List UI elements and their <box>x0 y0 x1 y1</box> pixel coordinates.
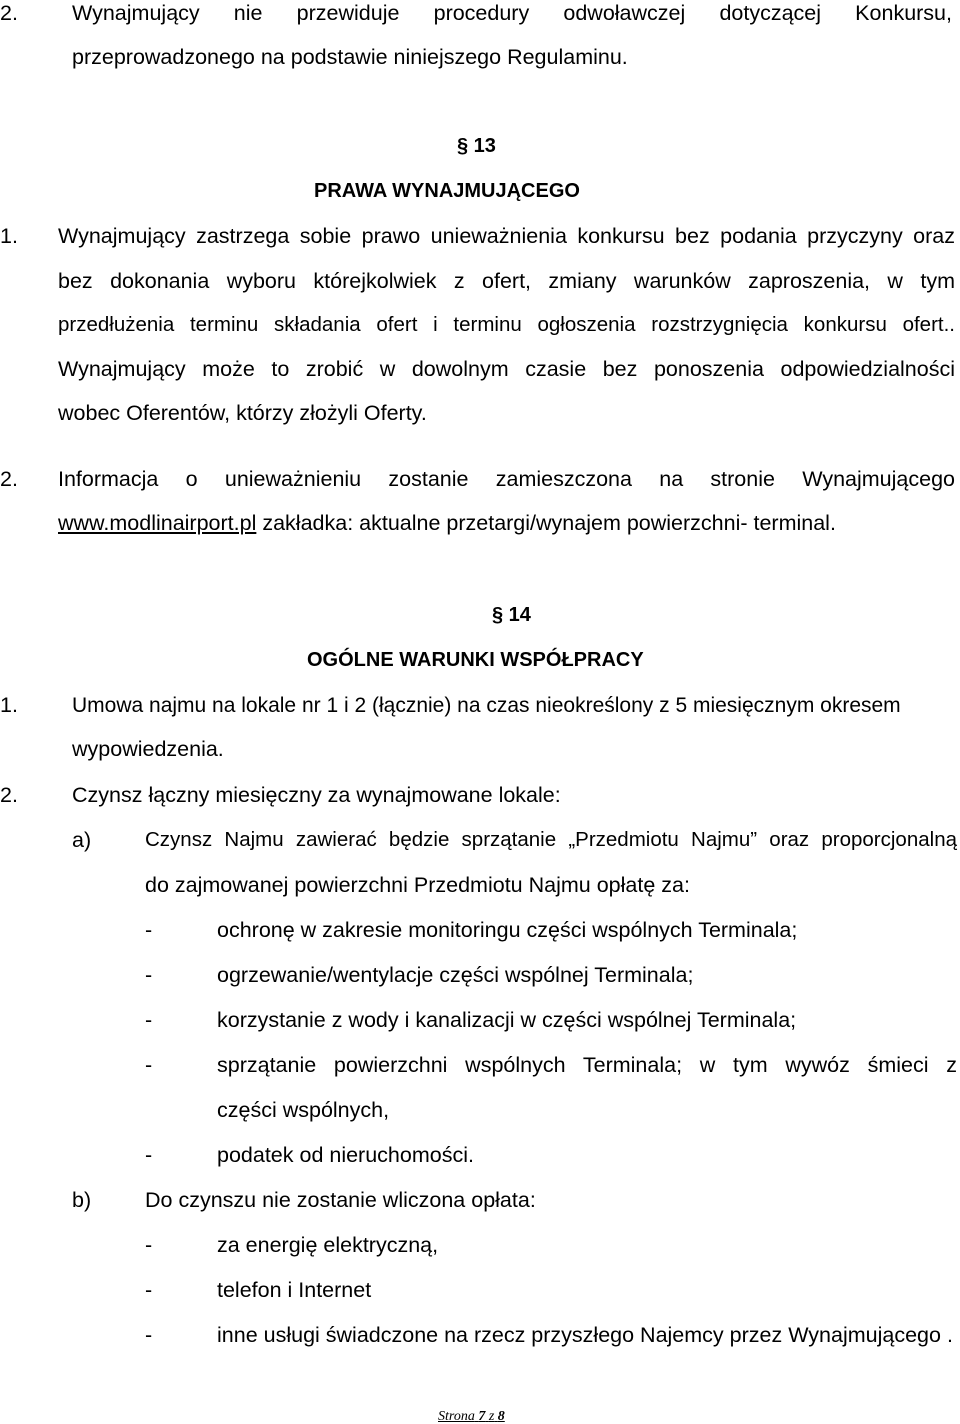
section-title: PRAWA WYNAJMUJĄCEGO <box>314 180 580 202</box>
paragraph-line <box>58 513 836 535</box>
paragraph-line: Czynsz łączny miesięczny za wynajmowane lokale: <box>72 783 561 807</box>
item-number: 1. <box>0 224 18 248</box>
paragraph-line: Umowa najmu na lokale nr 1 i 2 (łącznie) na czas nieokreślony z 5 miesięcznym okresem <box>72 694 901 717</box>
dash-marker: - <box>145 1278 153 1302</box>
paragraph-line: przeprowadzonego na podstawie niniejszego Regulaminu. <box>72 45 628 69</box>
dash-marker: - <box>145 1008 153 1032</box>
item-number: 2. <box>0 783 18 807</box>
list-item: podatek od nieruchomości. <box>217 1143 474 1167</box>
list-item: ochronę w zakresie monitoringu części wspólnych Terminala; <box>217 918 798 942</box>
footer-page-number: 7 <box>478 1409 486 1424</box>
paragraph-line: bez dokonania wyboru którejkolwiek z ofert, zmiany warunków zaproszenia, w tym <box>58 269 955 293</box>
item-number: 2. <box>0 467 18 491</box>
paragraph-line: przedłużenia terminu składania ofert i terminu ogłoszenia rozstrzygnięcia konkursu ofert.. <box>58 313 955 336</box>
sub-item-letter: b) <box>72 1188 92 1212</box>
paragraph-line: do zajmowanej powierzchni Przedmiotu Najmu opłatę za: <box>145 873 690 897</box>
paragraph-line: wypowiedzenia. <box>72 737 224 761</box>
item-number: 2. <box>0 1 18 25</box>
paragraph-line: Wynajmujący może to zrobić w dowolnym czasie bez ponoszenia odpowiedzialności <box>58 357 955 381</box>
dash-marker: - <box>145 1233 153 1257</box>
sub-item-letter: a) <box>72 828 92 852</box>
dash-marker: - <box>145 963 153 987</box>
dash-marker: - <box>145 918 153 942</box>
list-item: ogrzewanie/wentylacje części wspólnej Terminala; <box>217 963 694 987</box>
section-title: OGÓLNE WARUNKI WSPÓŁPRACY <box>307 649 644 671</box>
footer-total-pages: 8 <box>497 1409 505 1424</box>
item-number: 1. <box>0 693 18 717</box>
list-item: telefon i Internet <box>217 1278 372 1302</box>
page-footer <box>438 1410 505 1424</box>
website-link[interactable]: www.modlinairport.pl <box>58 511 257 535</box>
paragraph-line: Wynajmujący nie przewiduje procedury odwoławczej dotyczącej Konkursu, <box>72 1 952 25</box>
list-item-continuation: części wspólnych, <box>217 1098 390 1122</box>
list-item: korzystanie z wody i kanalizacji w części wspólnej Terminala; <box>217 1008 797 1032</box>
list-item: za energię elektryczną, <box>217 1233 439 1257</box>
paragraph-line: wobec Oferentów, którzy złożyli Oferty. <box>58 401 427 425</box>
dash-marker: - <box>145 1143 153 1167</box>
paragraph-line: Wynajmujący zastrzega sobie prawo unieważnienia konkursu bez podania przyczyny oraz <box>58 224 955 248</box>
dash-marker: - <box>145 1053 153 1077</box>
paragraph-line: Informacja o unieważnieniu zostanie zamieszczona na stronie Wynajmującego <box>58 467 955 491</box>
section-symbol: § 13 <box>457 135 496 157</box>
dash-marker: - <box>145 1323 153 1347</box>
paragraph-line: Do czynszu nie zostanie wliczona opłata: <box>145 1188 536 1212</box>
list-item: inne usługi świadczone na rzecz przyszłego Najemcy przez Wynajmującego . <box>217 1323 953 1347</box>
footer-separator: z <box>488 1409 495 1424</box>
footer-prefix: Strona <box>438 1409 475 1424</box>
link-trailing-text: zakładka: aktualne przetargi/wynajem powierzchni- terminal. <box>256 511 836 535</box>
list-item: sprzątanie powierzchni wspólnych Terminala; w tym wywóz śmieci z <box>217 1053 957 1077</box>
section-symbol: § 14 <box>492 604 531 626</box>
paragraph-line: Czynsz Najmu zawierać będzie sprzątanie „Przedmiotu Najmu” oraz proporcjonalną <box>145 828 957 851</box>
